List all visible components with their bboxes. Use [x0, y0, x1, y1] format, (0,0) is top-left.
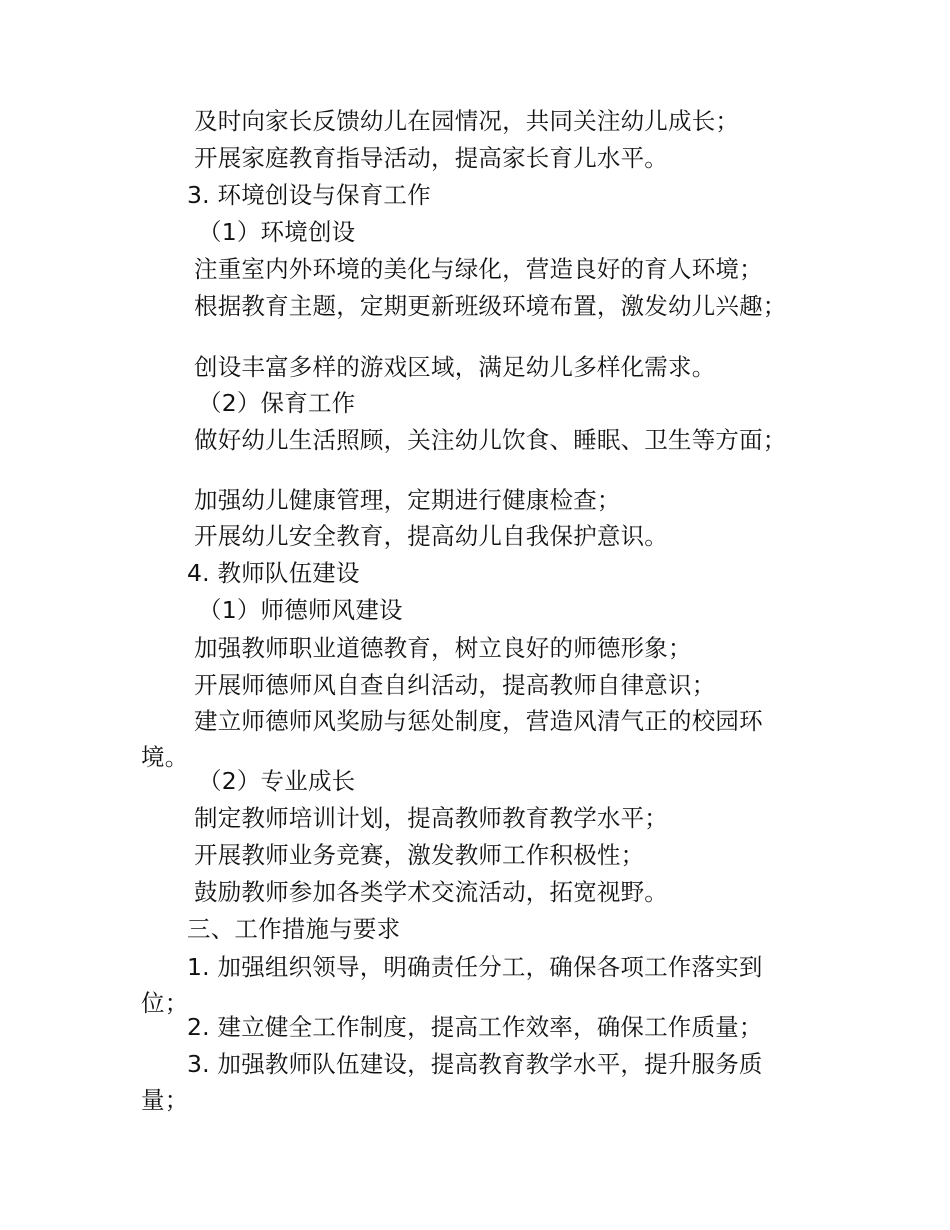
body-line: 开展幼儿安全教育，提高幼儿自我保护意识。 [194, 522, 668, 550]
body-line: 2. 建立健全工作制度，提高工作效率，确保工作质量； [187, 1013, 763, 1041]
subsection-heading: （1）师德师风建设 [198, 596, 403, 624]
body-line: 做好幼儿生活照顾，关注幼儿饮食、睡眠、卫生等方面； [194, 426, 787, 454]
body-line: 加强幼儿健康管理，定期进行健康检查； [194, 486, 621, 514]
body-line: 制定教师培训计划，提高教师教育教学水平； [194, 804, 668, 832]
body-line: 3. 加强教师队伍建设，提高教育教学水平，提升服务质量； [141, 1050, 763, 1114]
body-line: 开展教师业务竞赛，激发教师工作积极性； [194, 841, 645, 869]
body-line: 注重室内外环境的美化与绿化，营造良好的育人环境； [194, 255, 763, 283]
body-line: 1. 加强组织领导，明确责任分工，确保各项工作落实到位； [141, 953, 763, 1017]
body-line: 开展师德师风自查自纠活动，提高教师自律意识； [194, 671, 716, 699]
body-line: 根据教育主题，定期更新班级环境布置，激发幼儿兴趣； [194, 292, 787, 320]
body-line: 鼓励教师参加各类学术交流活动，拓宽视野。 [194, 878, 668, 906]
section-heading: 4. 教师队伍建设 [187, 559, 360, 587]
body-line: 建立师德师风奖励与惩处制度，营造风清气正的校园环境。 [141, 707, 763, 771]
body-line: 加强教师职业道德教育，树立良好的师德形象； [194, 634, 692, 662]
subsection-heading: （2）保育工作 [198, 389, 356, 417]
section-heading: 三、工作措施与要求 [187, 915, 401, 943]
body-line: 及时向家长反馈幼儿在园情况，共同关注幼儿成长； [194, 107, 740, 135]
section-heading: 3. 环境创设与保育工作 [187, 181, 431, 209]
body-line: 开展家庭教育指导活动，提高家长育儿水平。 [194, 144, 668, 172]
body-line: 创设丰富多样的游戏区域，满足幼儿多样化需求。 [194, 353, 716, 381]
subsection-heading: （2）专业成长 [198, 767, 356, 795]
subsection-heading: （1）环境创设 [198, 218, 356, 246]
